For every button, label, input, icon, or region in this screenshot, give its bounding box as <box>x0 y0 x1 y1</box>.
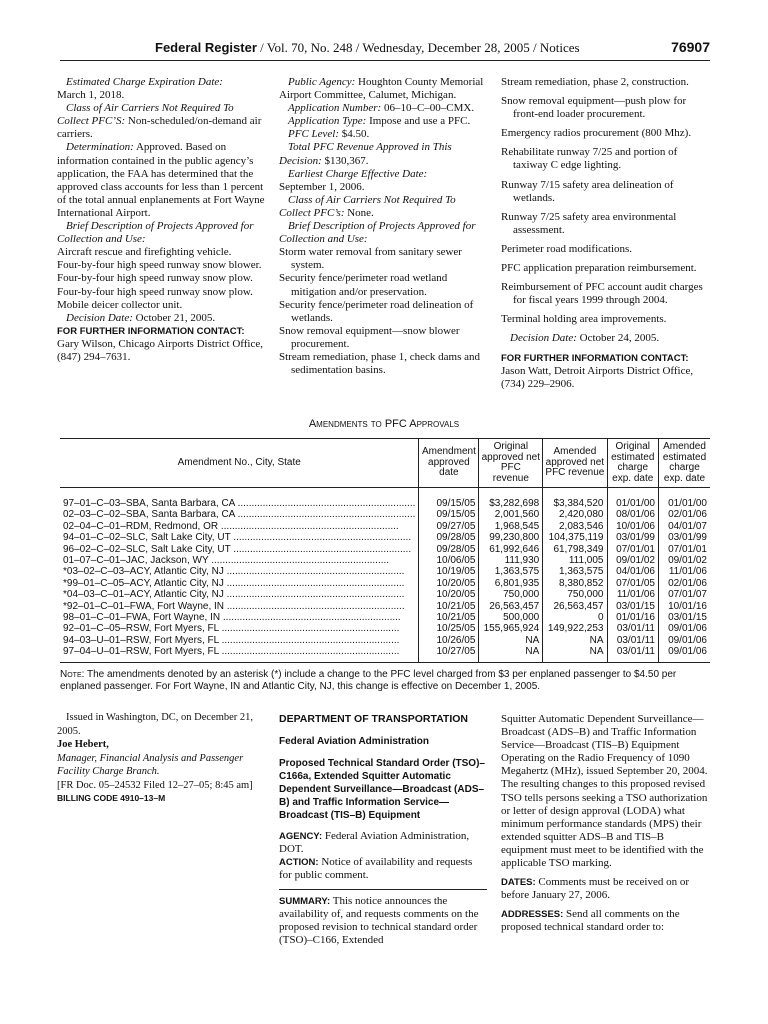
col-header: Original approved net PFC revenue <box>479 439 543 488</box>
journal-name: Federal Register <box>155 40 257 55</box>
table-cell: NA <box>543 635 607 646</box>
project-item: Security fence/perimeter road wetland mitigation and/or preservation. <box>279 272 448 298</box>
amendment-cell: *04–03–C–01–ACY, Atlantic City, NJ ..... <box>60 589 419 600</box>
brief-label: Brief Description of Projects Approved for Collection and Use: <box>279 220 476 246</box>
table-cell: 09/28/05 <box>419 544 479 555</box>
table-cell: 10/21/05 <box>419 601 479 612</box>
table-cell: 155,965,924 <box>479 623 543 634</box>
table-cell: 111,005 <box>543 555 607 566</box>
table-cell: 26,563,457 <box>479 601 543 612</box>
appnum-value: 06–10–C–00–CMX. <box>381 102 475 115</box>
table-cell: 1,363,575 <box>543 566 607 577</box>
revenue-value: $130,367. <box>321 154 369 167</box>
project-item: Security fence/perimeter road delineation of wetlands. <box>279 298 474 324</box>
note-label: Note: <box>60 669 85 680</box>
amendment-cell: *03–02–C–03–ACY, Atlantic City, NJ ..... <box>60 566 419 577</box>
amendments-table <box>60 438 710 663</box>
dates-value: Comments must be received on or before January 27, 2006. <box>501 876 690 902</box>
table-row <box>60 509 710 520</box>
summary-continued: Squitter Automatic Dependent Surveillance—Broadcast (ADS–B) and Traffic Information Service—Broadcast (TIS–B) Equipment Operating on the Radio Frequency of 1090 Megahertz (MHz), issued September 20, 2004. The resulting changes to this proposed revised TSO tells persons seeking a TSO authorization or letter of design approval (LODA) what minimum performance standards (MPS) their extended squitter ADS–B and TIS–B equipment must meet to be identified with the applicable TSO marking. <box>501 713 708 870</box>
addresses-label: ADDRESSES: <box>501 909 564 921</box>
table-cell: 09/01/06 <box>659 635 711 646</box>
action-label: ACTION: <box>279 857 319 869</box>
project-item: Reimbursement of PFC account audit charges for fiscal years 1999 through 2004. <box>501 281 703 307</box>
level-value: $4.50. <box>339 128 370 141</box>
col-header: Amended estimated charge exp. date <box>659 439 711 488</box>
amendment-cell: *99–01–C–05–ACY, Atlantic City, NJ ..... <box>60 578 419 589</box>
project-item: Runway 7/15 safety area delineation of wetlands. <box>501 178 674 204</box>
class-label: Class of Air Carriers Not Required To Collect PFC’S: <box>57 102 234 128</box>
note-text: The amendments denoted by an asterisk (*) include a change to the PFC level charged from $3 per enplaned passenger to $4.50 per enplaned passenger. For Fort Wayne, IN and Atlantic City, NJ, this change is effective on December 1, 2005. <box>60 669 677 692</box>
table-cell: $3,384,520 <box>543 488 607 510</box>
col-header: Amendment No., City, State <box>60 439 419 488</box>
table-cell: 6,801,935 <box>479 578 543 589</box>
table-cell: 09/27/05 <box>419 521 479 532</box>
table-cell: 03/01/15 <box>607 601 659 612</box>
table-cell: 07/01/07 <box>659 589 711 600</box>
project-item: Runway 7/25 safety area environmental assessment. <box>501 210 677 236</box>
table-cell: 07/01/01 <box>607 544 659 555</box>
decision-value: October 24, 2005. <box>576 332 660 345</box>
contact-label: FOR FURTHER INFORMATION CONTACT: <box>501 352 689 364</box>
table-cell: 03/01/11 <box>607 646 659 662</box>
earliest-value: September 1, 2006. <box>279 180 365 193</box>
revenue-label: Total PFC Revenue Approved in This Decision: <box>279 141 452 167</box>
column-6 <box>501 713 711 935</box>
agency-label: Public Agency: <box>288 76 356 88</box>
dates-label: DATES: <box>501 877 536 889</box>
table-cell: 1,968,545 <box>479 521 543 532</box>
table-cell: 02/01/06 <box>659 578 711 589</box>
table-cell: 750,000 <box>479 589 543 600</box>
table-cell: 10/06/05 <box>419 555 479 566</box>
amendment-cell: 94–03–U–01–RSW, Fort Myers, FL ..... <box>60 635 419 646</box>
running-head <box>155 40 580 56</box>
amendment-cell: 94–01–C–02–SLC, Salt Lake City, UT ..... <box>60 532 419 543</box>
signer-title: Manager, Financial Analysis and Passenger Facility Charge Branch. <box>57 752 244 777</box>
table-cell: 10/25/05 <box>419 623 479 634</box>
project-item: Stream remediation, phase 2, construction. <box>501 76 689 88</box>
table-cell: 149,922,253 <box>543 623 607 634</box>
amendment-cell: 92–01–C–05–RSW, Fort Myers, FL ..... <box>60 623 419 634</box>
project-item: Snow removal equipment—snow blower procurement. <box>279 324 460 350</box>
table-cell: 09/01/02 <box>607 555 659 566</box>
column-4 <box>57 711 269 806</box>
est-exp-label: Estimated Charge Expiration Date: <box>66 76 223 88</box>
table-cell: 99,230,800 <box>479 532 543 543</box>
class-value: Non-scheduled/on-demand air carriers. <box>57 115 262 141</box>
table-title: Amendments to PFC Approvals <box>308 418 460 430</box>
contact-label: FOR FURTHER INFORMATION CONTACT: <box>57 325 245 337</box>
table-body <box>60 488 710 663</box>
table-cell: NA <box>479 635 543 646</box>
table-cell: 2,420,080 <box>543 509 607 520</box>
project-item: Four-by-four high speed runway snow plow. <box>57 272 253 285</box>
table-row <box>60 555 710 566</box>
billing-code: BILLING CODE 4910–13–M <box>57 793 166 803</box>
amendment-cell: 97–04–U–01–RSW, Fort Myers, FL ..... <box>60 646 419 662</box>
table-cell: 01/01/16 <box>607 612 659 623</box>
table-row <box>60 566 710 577</box>
table-row <box>60 578 710 589</box>
table-row <box>60 521 710 532</box>
table-row <box>60 532 710 543</box>
table-row <box>60 612 710 623</box>
page-header <box>60 38 710 61</box>
project-item: Four-by-four high speed runway snow plow. <box>57 285 253 298</box>
document-title: Proposed Technical Standard Order (TSO)–C166a, Extended Squitter Automatic Dependent Surveillance—Broadcast (ADS–B) and Traffic Information Service—Broadcast (TIS–B) Equipment <box>279 758 485 822</box>
table-cell: 09/15/05 <box>419 488 479 510</box>
contact-value: Jason Watt, Detroit Airports District Office, (734) 229–2906. <box>501 364 694 390</box>
table-cell: $3,282,698 <box>479 488 543 510</box>
table-cell: 10/01/16 <box>659 601 711 612</box>
col-header: Amended approved net PFC revenue <box>543 439 607 488</box>
project-item: Aircraft rescue and firefighting vehicle. <box>57 246 232 259</box>
table-cell: 11/01/06 <box>607 589 659 600</box>
table-cell: 11/01/06 <box>659 566 711 577</box>
issued-statement: Issued in Washington, DC, on December 21, 2005. <box>57 712 254 737</box>
table-row <box>60 635 710 646</box>
table-cell: 10/21/05 <box>419 612 479 623</box>
project-item: Perimeter road modifications. <box>501 242 633 255</box>
appnum-label: Application Number: <box>288 102 382 115</box>
class-label: Class of Air Carriers Not Required To Collect PFC’s: <box>279 193 456 219</box>
signer-name: Joe Hebert, <box>57 739 109 750</box>
project-item: Storm water removal from sanitary sewer system. <box>279 246 462 272</box>
table-cell: 03/01/99 <box>659 532 711 543</box>
table-cell: 09/28/05 <box>419 532 479 543</box>
project-item: Four-by-four high speed runway snow blower. <box>57 259 262 272</box>
column-5 <box>279 713 487 947</box>
decision-value: October 21, 2005. <box>132 311 216 324</box>
project-item: Stream remediation, phase 1, check dams and sedimentation basins. <box>279 350 480 377</box>
table-row <box>60 544 710 555</box>
table-row <box>60 623 710 634</box>
decision-label: Decision Date: <box>66 311 133 324</box>
amendment-cell: 98–01–C–01–FWA, Fort Wayne, IN ..... <box>60 612 419 623</box>
table-cell: 03/01/99 <box>607 532 659 543</box>
est-exp-value: March 1, 2018. <box>57 89 125 102</box>
table-cell: 08/01/06 <box>607 509 659 520</box>
table-cell: 111,930 <box>479 555 543 566</box>
table-cell: 1,363,575 <box>479 566 543 577</box>
amendment-cell: 02–03–C–02–SBA, Santa Barbara, CA ..... <box>60 509 419 520</box>
table-cell: 26,563,457 <box>543 601 607 612</box>
table-cell: 8,380,852 <box>543 578 607 589</box>
brief-label: Brief Description of Projects Approved for Collection and Use: <box>57 220 254 246</box>
table-cell: 10/27/05 <box>419 646 479 662</box>
amendment-cell: *92–01–C–01–FWA, Fort Wayne, IN ..... <box>60 601 419 612</box>
department-heading: DEPARTMENT OF TRANSPORTATION <box>279 713 468 725</box>
table-cell: 07/01/05 <box>607 578 659 589</box>
table-cell: 07/01/01 <box>659 544 711 555</box>
table-cell: 01/01/00 <box>607 488 659 510</box>
amendment-cell: 97–01–C–03–SBA, Santa Barbara, CA ..... <box>60 488 419 510</box>
table-cell: 10/20/05 <box>419 589 479 600</box>
table-cell: 750,000 <box>543 589 607 600</box>
agency-label: AGENCY: <box>279 831 323 843</box>
project-item: Mobile deicer collector unit. <box>57 298 183 311</box>
table-cell: 10/01/06 <box>607 521 659 532</box>
table-cell: 10/20/05 <box>419 578 479 589</box>
table-cell: 09/15/05 <box>419 509 479 520</box>
table-cell: 2,083,546 <box>543 521 607 532</box>
table-cell: 04/01/06 <box>607 566 659 577</box>
table-cell: 03/01/11 <box>607 635 659 646</box>
amendment-cell: 96–02–C–02–SLC, Salt Lake City, UT ..... <box>60 544 419 555</box>
table-cell: 10/19/05 <box>419 566 479 577</box>
table-cell: 104,375,119 <box>543 532 607 543</box>
table-cell: 10/26/05 <box>419 635 479 646</box>
project-item: Terminal holding area improvements. <box>501 313 667 326</box>
table-cell: 03/01/15 <box>659 612 711 623</box>
addresses-value: Send all comments on the proposed technical standard order to: <box>501 908 680 934</box>
col-header: Amendment approved date <box>419 439 479 488</box>
table-cell: 09/01/06 <box>659 623 711 634</box>
page-number: 76907 <box>671 39 710 55</box>
agency-heading: Federal Aviation Administration <box>279 736 430 748</box>
table-row <box>60 601 710 612</box>
table-row <box>60 589 710 600</box>
amendment-cell: 02–04–C–01–RDM, Redmond, OR ..... <box>60 521 419 532</box>
table-cell: 02/01/06 <box>659 509 711 520</box>
table-cell: 03/01/11 <box>607 623 659 634</box>
table-cell: 61,798,349 <box>543 544 607 555</box>
column-3 <box>501 76 713 391</box>
table-cell: NA <box>543 646 607 662</box>
table-row <box>60 488 710 510</box>
level-label: PFC Level: <box>288 128 340 141</box>
determination-value: Approved. Based on information contained in the public agency’s application, the FAA has determined that the approved class accounts for less than 1 percent of the total annual enplanements at Fort Wayne International Airport. <box>57 141 265 219</box>
table-cell: 500,000 <box>479 612 543 623</box>
summary-label: SUMMARY: <box>279 895 331 907</box>
table-header-row <box>60 439 710 488</box>
table-cell: 0 <box>543 612 607 623</box>
project-item: Rehabilitate runway 7/25 and portion of taxiway C edge lighting. <box>501 146 678 172</box>
table-row <box>60 646 710 662</box>
fr-doc: [FR Doc. 05–24532 Filed 12–27–05; 8:45 am] <box>57 779 253 791</box>
section-rule <box>279 889 487 890</box>
action-value: Notice of availability and requests for public comment. <box>279 856 473 882</box>
table-cell: 2,001,560 <box>479 509 543 520</box>
table-cell: 01/01/00 <box>659 488 711 510</box>
column-2 <box>279 76 489 377</box>
col-header: Original estimated charge exp. date <box>607 439 659 488</box>
apptype-value: Impose and use a PFC. <box>366 115 471 128</box>
apptype-label: Application Type: <box>288 115 367 128</box>
summary-value: This notice announces the availability of, and requests comments on the proposed revision to technical standard order (TSO)–C166, Extended <box>279 894 479 946</box>
contact-value: Gary Wilson, Chicago Airports District Office, (847) 294–7631. <box>57 337 263 363</box>
class-value: None. <box>344 206 374 219</box>
column-1 <box>57 76 265 364</box>
project-item: Emergency radios procurement (800 Mhz). <box>501 127 692 140</box>
table-cell: 09/01/06 <box>659 646 711 662</box>
agency-value: Federal Aviation Administration, DOT. <box>279 830 470 856</box>
table-cell: 09/01/02 <box>659 555 711 566</box>
project-item: PFC application preparation reimbursement. <box>501 262 697 275</box>
table-cell: 61,992,646 <box>479 544 543 555</box>
amendment-cell: 01–07–C–01–JAC, Jackson, WY ..... <box>60 555 419 566</box>
decision-label: Decision Date: <box>510 332 577 345</box>
project-item: Snow removal equipment—push plow for front-end loader procurement. <box>501 95 687 121</box>
determination-label: Determination: <box>66 141 134 154</box>
table-note <box>60 669 710 692</box>
issue-info: / Vol. 70, No. 248 / Wednesday, December 28, 2005 / Notices <box>256 40 580 55</box>
earliest-label: Earliest Charge Effective Date: <box>288 167 428 180</box>
table-cell: 04/01/07 <box>659 521 711 532</box>
agency-value: Houghton County Memorial Airport Committee, Calumet, Michigan. <box>279 76 484 102</box>
table-cell: NA <box>479 646 543 662</box>
